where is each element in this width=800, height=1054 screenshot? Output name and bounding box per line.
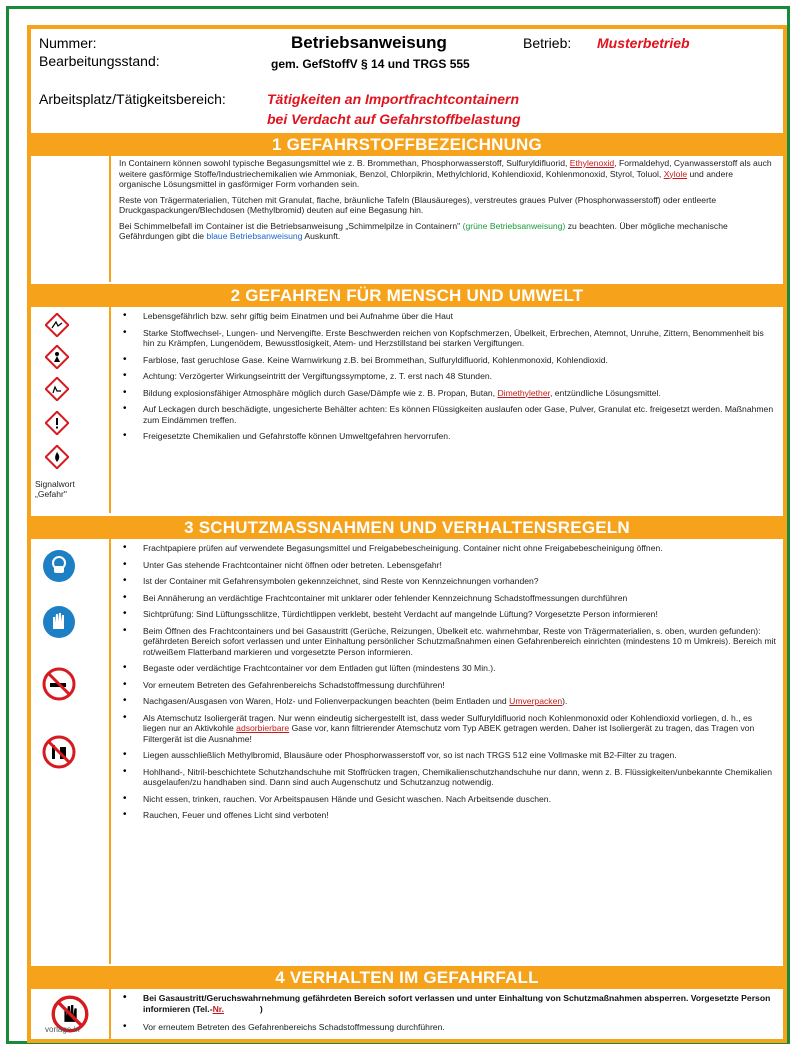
list-item: • Rauchen, Feuer und offenes Licht sind verboten! xyxy=(119,810,777,821)
list-item: • Begaste oder verdächtige Frachtcontainer vor dem Entladen gut lüften (mindestens 30 Min.). xyxy=(119,663,777,674)
section-1-title: 1 GEFAHRSTOFFBEZEICHNUNG xyxy=(272,135,542,154)
section-1-body xyxy=(31,156,783,282)
list-item: • Liegen ausschließlich Methylbromid, Blausäure oder Phosphorwasserstoff vor, so ist nach TRGS 512 eine Vollmaske mit B2-Filter zu tragen. xyxy=(119,750,777,761)
list-item: • Bei Gasaustritt/Geruchswahrnehmung gefährdeten Bereich sofort verlassen und unter Einhaltung von Schutzmaßnahmen absperren. Vorgesetzte Person informieren (Tel.-Nr. ) xyxy=(119,993,777,1014)
no-eating-drinking-icon xyxy=(42,735,76,769)
section-2-text xyxy=(113,307,783,442)
list-item: • Freigesetzte Chemikalien und Gefahrstoffe können Umweltgefahren hervorrufen. xyxy=(119,431,777,442)
list-item: • Nachgasen/Ausgasen von Waren, Holz- und Folienverpackungen beachten (beim Entladen und Umverpacken). xyxy=(119,696,777,707)
ghs-exclamation-icon xyxy=(45,411,69,435)
list-item: • Vor erneutem Betreten des Gefahrenbereichs Schadstoffmessung durchführen. xyxy=(119,1022,777,1033)
s1-paragraph-3: Bei Schimmelbefall im Container ist die Betriebsanweisung „Schimmelpilze in Containern" (grüne Betriebsanweisung) zu beachten. Über mögliche mechanische Gefährdungen gibt die blaue Betriebsanweisung Auskunft. xyxy=(119,220,728,241)
document-border xyxy=(27,25,787,1043)
section-4-text xyxy=(113,989,783,1033)
respirator-mandatory-icon xyxy=(42,549,76,583)
document-header xyxy=(31,29,783,133)
bearbeitungsstand-label: Bearbeitungsstand: xyxy=(39,53,160,69)
document-title: Betriebsanweisung xyxy=(291,33,447,52)
taetigkeit-line-2: bei Verdacht auf Gefahrstoffbelastung xyxy=(267,111,521,127)
list-item: • Starke Stoffwechsel-, Lungen- und Nervengifte. Erste Beschwerden reichen von Kopfschmerzen, Übelkeit, Erbrechen, Atemnot, Unruhe, Zittern, Benommenheit bis hin zu Krämpfen, Lungenödem, Bewusstlosigkeit, Atem- und Herzstillstand bei starken Vergiftungen. xyxy=(119,328,777,349)
list-item: • Unter Gas stehende Frachtcontainer nicht öffnen oder betreten. Lebensgefahr! xyxy=(119,560,777,571)
ghs-flammable-icon xyxy=(45,445,69,469)
section-3-title: 3 SCHUTZMASSNAHMEN UND VERHALTENSREGELN xyxy=(184,518,630,537)
no-smoking-icon xyxy=(42,667,76,701)
list-item: • Bei Annäherung an verdächtige Frachtcontainer mit unklarer oder fehlender Kennzeichnung Schadstoffmessungen durchführen xyxy=(119,593,777,604)
list-item: • Sichtprüfung: Sind Lüftungsschlitze, Türdichtlippen verklebt, besteht Verdacht auf mangelnde Lüftung? Vorgesetzte Person informieren! xyxy=(119,609,777,620)
list-item: • Als Atemschutz Isoliergerät tragen. Nur wenn eindeutig sichergestellt ist, dass weder Sulfuryldifluorid noch Kohlenmonoxid oder Kohlendioxid vorliegen, d. h., es liegen nur an Aktivkohle adsorbierbare Gase vor, kann filtrierender Atemschutz vom Typ ABEK getragen werden. Daher ist Isoliergerät zu tragen, das Tragen von Filtergerät ist die Ausnahme! xyxy=(119,713,777,745)
section-2-header xyxy=(31,284,783,307)
betrieb-label: Betrieb: xyxy=(523,35,572,51)
list-item: • Nicht essen, trinken, rauchen. Vor Arbeitspausen Hände und Gesicht waschen. Nach Arbeitsende duschen. xyxy=(119,794,777,805)
section-2-icon-column xyxy=(31,307,111,513)
section-3-body xyxy=(31,539,783,964)
document-subtitle: gem. GefStoffV § 14 und TRGS 555 xyxy=(271,57,470,71)
s1-paragraph-1: In Containern können sowohl typische Begasungsmittel wie z. B. Brommethan, Phosphorwasserstoff, Sulfuryldifluorid, Ethylenoxid, Formaldehyd, Cyanwasserstoff als auch weitere gasförmige Stoffe/Industriechemikalien wie Ammoniak, Benzol, Chlorpikrin, Methylchlorid, Kohlendioxid, Kohlenmonoxid, Styrol, Toluol, Xylole und andere organische Lösungsmittel in gasförmiger Form vorhanden sein. xyxy=(119,158,772,189)
ghs-health-hazard-icon xyxy=(45,345,69,369)
section-1-header xyxy=(31,133,783,156)
watermark-text: vorlage.in xyxy=(45,1025,80,1034)
signalwort-label: Signalwort „Gefahr" xyxy=(35,479,75,499)
ghs-toxic-icon xyxy=(45,377,69,401)
section-1-icon-column xyxy=(31,156,111,282)
list-item: • Auf Leckagen durch beschädigte, ungesicherte Behälter achten: Es können Flüssigkeiten auslaufen oder Gase, Pulver, Granulat etc. freigesetzt werden. Maßnahmen zum Eindämmen treffen. xyxy=(119,404,777,425)
nummer-label: Nummer: xyxy=(39,35,97,51)
section-4-header xyxy=(31,966,783,989)
list-item: • Frachtpapiere prüfen auf verwendete Begasungsmittel und Freigabebescheinigung. Container nicht ohne Freigabebescheinigung öffnen. xyxy=(119,543,777,554)
list-item: • Farblose, fast geruchlose Gase. Keine Warnwirkung z.B. bei Brommethan, Sulfuryldifluorid, Kohlenmonoxid, Kohlendioxid. xyxy=(119,355,777,366)
section-4-title: 4 VERHALTEN IM GEFAHRFALL xyxy=(275,968,539,987)
section-3-text xyxy=(113,539,783,821)
section-4-body xyxy=(31,989,783,1039)
list-item: • Vor erneutem Betreten des Gefahrenbereichs Schadstoffmessung durchführen! xyxy=(119,680,777,691)
section-4-icon-column xyxy=(31,989,111,1039)
gloves-mandatory-icon xyxy=(42,605,76,639)
betrieb-value: Musterbetrieb xyxy=(597,35,690,51)
arbeitsplatz-label: Arbeitsplatz/Tätigkeitsbereich: xyxy=(39,91,226,107)
list-item: • Hohlhand-, Nitril-beschichtete Schutzhandschuhe mit Stoffrücken tragen, Chemikalienschutzhandschuhe nur dann, wenn z. B. Flüssigkeiten/unbekannte Chemikalien ausgelaufen/zu handhaben sind. Dann sind auch Augenschutz und Schutzanzug notwendig. xyxy=(119,767,777,788)
section-2-body xyxy=(31,307,783,513)
section-1-text xyxy=(113,156,783,247)
section-2-title: 2 GEFAHREN FÜR MENSCH UND UMWELT xyxy=(230,286,584,305)
section-3-header xyxy=(31,516,783,539)
list-item: • Ist der Container mit Gefahrensymbolen gekennzeichnet, sind Reste von Kennzeichnungen vorhanden? xyxy=(119,576,777,587)
s1-paragraph-2: Reste von Trägermaterialien, Tütchen mit Granulat, flache, bräunliche Tafeln (Blausäureges), verstreutes graues Pulver (Phosphorwasserstoff) oder entleerte Druckgaspackungen/Blechdosen (Methylbromid) deuten auf eine Begasung hin. xyxy=(119,194,717,215)
ghs-environment-icon xyxy=(45,313,69,337)
list-item: • Beim Öffnen des Frachtcontainers und bei Gasaustritt (Gerüche, Reizungen, Übelkeit etc. wahrnehmbar, Reste von Trägermaterialien, s. oben, wurden gefunden): gefährdeten Bereich sofort verlassen und unter Einhaltung persönlicher Schutzmaßnahmen einen Gefahrenbereich einrichten (mindestens 10 m Umkreis). Bereich mit rot/weißem Flatterband markieren und vorgesetzte Person informieren. xyxy=(119,626,777,658)
list-item: • Bildung explosionsfähiger Atmosphäre möglich durch Gase/Dämpfe wie z. B. Propan, Butan, Dimethylether, entzündliche Lösungsmittel. xyxy=(119,388,777,399)
section-3-list xyxy=(119,543,777,821)
outer-frame xyxy=(6,6,790,1044)
section-2-list xyxy=(119,311,777,442)
section-3-icon-column xyxy=(31,539,111,964)
list-item: • Achtung: Verzögerter Wirkungseintritt der Vergiftungssymptome, z. T. erst nach 48 Stunden. xyxy=(119,371,777,382)
section-4-list xyxy=(119,993,777,1033)
list-item: • Lebensgefährlich bzw. sehr giftig beim Einatmen und bei Aufnahme über die Haut xyxy=(119,311,777,322)
taetigkeit-line-1: Tätigkeiten an Importfrachtcontainern xyxy=(267,91,520,107)
